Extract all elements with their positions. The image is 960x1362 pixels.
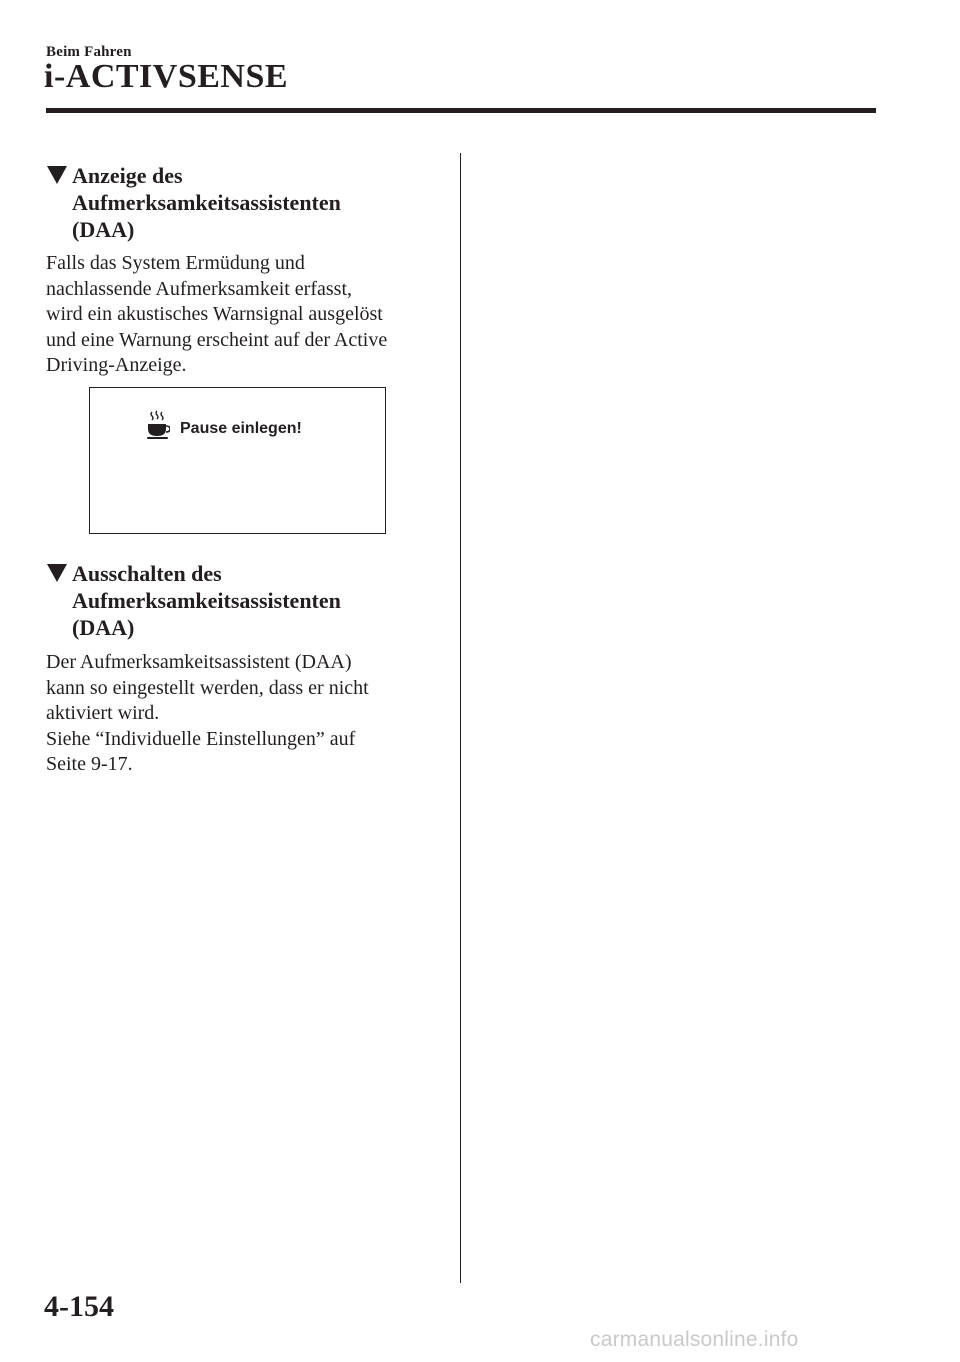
body-line: nachlassende Aufmerksamkeit erfasst, xyxy=(46,277,353,300)
body-line: Driving-Anzeige. xyxy=(46,354,187,376)
section-heading-line: Ausschalten des xyxy=(72,561,222,586)
watermark: carmanualsonline.info xyxy=(590,1328,799,1351)
body-line: wird ein akustisches Warnsignal ausgelöst xyxy=(46,303,383,325)
section-heading-line: Anzeige des xyxy=(72,163,183,188)
body-line: Falls das System Ermüdung und xyxy=(46,252,305,274)
body-line: Der Aufmerksamkeitsassistent (DAA) xyxy=(46,651,352,673)
section-heading-line: (DAA) xyxy=(72,615,135,640)
body-line: und eine Warnung erscheint auf der Active xyxy=(46,328,388,351)
page-title: i-ACTIVSENSE xyxy=(44,58,289,95)
section-body-deactivate xyxy=(46,650,441,778)
page-number: 4-154 xyxy=(44,1290,114,1323)
section-marker-icon xyxy=(46,165,68,185)
section-heading-display xyxy=(46,162,446,243)
section-heading-deactivate xyxy=(46,560,446,641)
header-section-label: Beim Fahren xyxy=(46,44,132,60)
header-rule xyxy=(46,108,876,113)
display-warning-message xyxy=(146,410,302,440)
active-driving-display xyxy=(89,387,386,534)
display-warning-text: Pause einlegen! xyxy=(180,420,302,437)
coffee-cup-icon xyxy=(146,410,170,440)
body-line: aktiviert wird. xyxy=(46,702,160,724)
section-body-display xyxy=(46,251,441,379)
section-heading-line: Aufmerksamkeitsassistenten xyxy=(72,588,341,613)
section-heading-line: (DAA) xyxy=(72,217,135,242)
column-divider xyxy=(460,153,461,1283)
body-line-reference[interactable]: Siehe “Individuelle Einstellungen” auf xyxy=(46,727,356,750)
body-line: kann so eingestellt werden, dass er nicht xyxy=(46,676,369,699)
section-heading-line: Aufmerksamkeitsassistenten xyxy=(72,190,341,215)
body-line-reference[interactable]: Seite 9-17. xyxy=(46,753,133,775)
section-marker-icon xyxy=(46,563,68,583)
